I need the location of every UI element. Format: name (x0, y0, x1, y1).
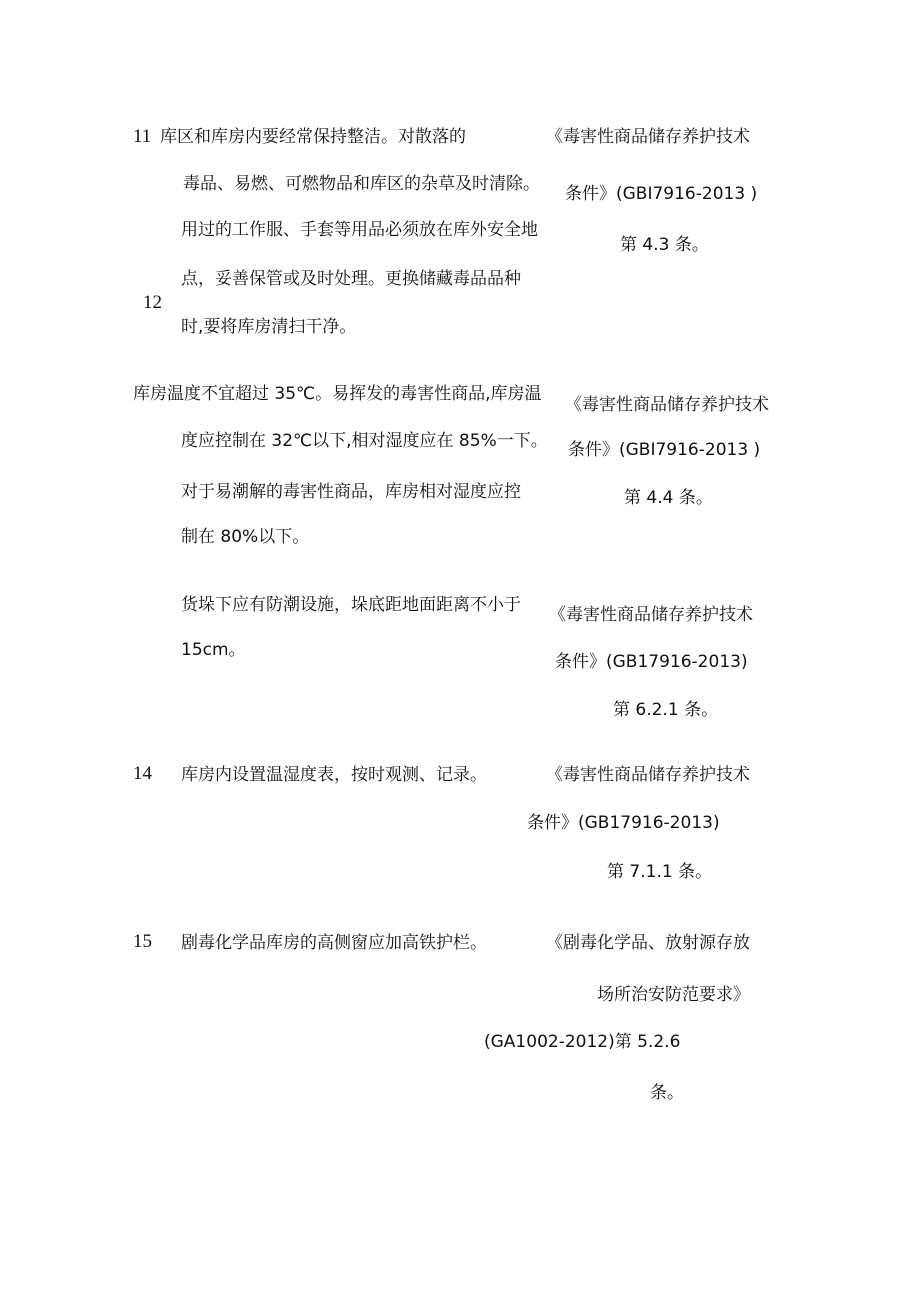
item-basis-line: 第 4.4 条。 (624, 488, 713, 508)
item-content-line: 时,要将库房清扫干净。 (181, 317, 357, 337)
item-basis-line: 《剧毒化学品、放射源存放 (546, 933, 750, 953)
item-number: 11 (133, 126, 152, 147)
item-number: 15 (133, 931, 152, 952)
item-basis-line: 条件》(GB17916-2013) (527, 813, 720, 833)
item-content-line: 剧毒化学品库房的高侧窗应加高铁护栏。 (181, 933, 487, 953)
item-basis-line: (GA1002-2012)第 5.2.6 (484, 1032, 681, 1052)
item-content-line: 制在 80%以下。 (181, 527, 310, 547)
item-basis-line: 条件》(GB17916-2013) (555, 652, 748, 672)
item-basis-line: 第 4.3 条。 (620, 235, 709, 255)
item-basis-line: 场所治安防范要求》 (597, 985, 750, 1005)
item-basis-line: 《毒害性商品储存养护技术 (565, 395, 769, 415)
item-basis-line: 条件》(GBI7916-2013 ) (565, 184, 758, 204)
item-basis-line: 第 6.2.1 条。 (613, 700, 719, 720)
item-content-line: 库房内设置温湿度表，按时观测、记录。 (181, 765, 487, 785)
item-basis-line: 《毒害性商品储存养护技术 (546, 765, 750, 785)
item-basis-line: 第 7.1.1 条。 (607, 862, 713, 882)
item-basis-line: 《毒害性商品储存养护技术 (546, 127, 750, 147)
item-basis-line: 条。 (650, 1083, 684, 1103)
item-content-line: 对于易潮解的毒害性商品，库房相对湿度应控 (181, 482, 521, 502)
item-content-line: 度应控制在 32℃以下,相对湿度应在 85%一下。 (181, 431, 548, 451)
item-number: 14 (133, 763, 152, 784)
item-content-line: 15cm。 (181, 640, 246, 660)
item-content-line: 库区和库房内要经常保持整洁。对散落的 (160, 127, 466, 147)
item-basis-line: 条件》(GBI7916-2013 ) (568, 440, 761, 460)
item-number: 12 (143, 292, 162, 313)
item-content-line: 库房温度不宜超过 35℃。易挥发的毒害性商品,库房温 (133, 384, 542, 404)
item-content-line: 毒品、易燃、可燃物品和库区的杂草及时清除。 (183, 174, 540, 194)
item-content-line: 货垛下应有防潮设施，垛底距地面距离不小于 (181, 595, 521, 615)
item-content-line: 用过的工作服、手套等用品必须放在库外安全地 (181, 220, 538, 240)
item-basis-line: 《毒害性商品储存养护技术 (549, 605, 753, 625)
item-content-line: 点，妥善保管或及时处理。更换储藏毒品品种 (181, 269, 521, 289)
